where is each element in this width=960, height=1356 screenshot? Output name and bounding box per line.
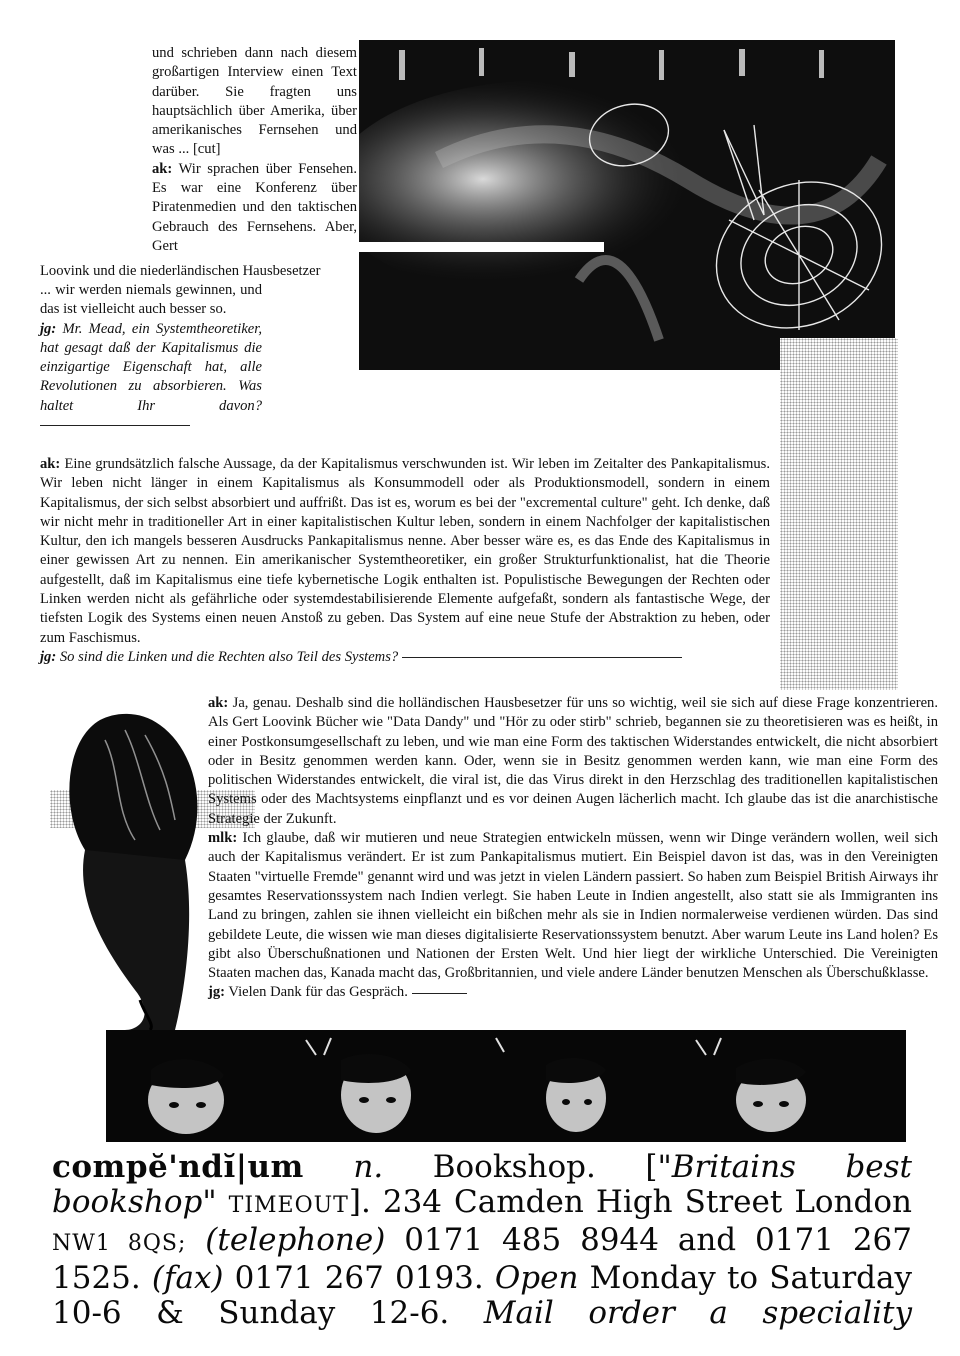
- white-bar: [359, 242, 604, 252]
- fax-number: 0171 267 0193.: [234, 1260, 484, 1296]
- jg-question-2: So sind die Linken und die Rechten also Teil des Systems?: [59, 648, 399, 665]
- postcode: NW1 8QS;: [52, 1231, 187, 1256]
- speaker-ak: ak:: [208, 695, 229, 711]
- text-block-lower: [208, 694, 938, 1003]
- ak-answer-2: Eine grundsätzlich falsche Aussage, da der Kapitalismus verschwunden ist. Wir leben im Zeitalter des Pankapitalismus. Wir leben nicht länger in einem Kapitalismus als Konsummodell oder als Produktionsmodell, sondern in einem Kapitalismus, der sich selbst absorbiert und auffrißt. Das ist es, worum es bei der "excremental culture" geht. Ich denke, daß wir nicht mehr in traditioneller Art in einer kapitalistischen Kultur leben, sondern in einem Nachfolger der kapitalistischen Kultur, den ich mangels besseren Ausdrucks Pankapitalismus nenne. Aber besser wäre es, es das Ende des Kapitalismus in einer gewissen Art zu nennen. Ein amerikanischer Systemtheoretiker, ein großer Strukturfunktionalist, hat die Theorie aufgestellt, daß im Kapitalismus eine tiefe kybernetische Logik enthalten ist. Populistische Bewegungen der Rechten oder Linken werden nicht als gefährliche oder systemdestabilisierende Elemente aufgefaßt, sondern als fantastische Wege, der tiefsten Logik des Systems einen neuen Anstoß zu geben. Das System auf eine neue Stufe der Abstraktion zu heben, oder zum Faschismus.: [40, 456, 770, 646]
- portrait-illustration: [45, 700, 215, 1030]
- text-block-main: [40, 455, 770, 667]
- faces-photo-strip: [106, 1030, 906, 1142]
- shop-noun: Bookshop. [": [432, 1149, 672, 1185]
- question-rule: [402, 657, 682, 658]
- text-line-wide: [40, 262, 358, 281]
- bookshop-advertisement: [52, 1150, 912, 1331]
- closing-rule: [412, 993, 467, 994]
- fax-label: (fax): [151, 1260, 224, 1296]
- speaker-mlk: mlk:: [208, 830, 238, 847]
- ak-answer-1-wide: Loovink und die niederländischen Hausbesetzer: [40, 263, 321, 279]
- speaker-ak: ak:: [152, 160, 173, 177]
- shop-name: compĕ'ndĭ|um: [52, 1149, 304, 1185]
- speaker-ak: ak:: [40, 456, 61, 472]
- mail-order: Mail order a speciality: [483, 1295, 913, 1331]
- ak-answer-1-tail: ... wir werden niemals gewinnen, und das ist vielleicht auch besser so.: [40, 282, 262, 318]
- satellite-dish-photo: [359, 40, 895, 370]
- text-block-ak-tail: [40, 281, 262, 435]
- part-of-speech: n.: [353, 1149, 384, 1185]
- ak-answer-3: Ja, genau. Deshalb sind die holländischen Hausbesetzer für uns so wichtig, weil sie sich auf diese Frage konzentrieren. Als Gert Loovink Bücher wie "Data Dandy" und "Hör zu oder stirb" schrieb, begannen sie zu theoretisieren was es heißt, in einer Postkonsumgesellschaft zu leben, und wie man eine Form des taktischen Widerstandes entwickelt, die nicht absorbiert oder in Besitz genommen werden kann. Oder, wenn sie in Besitz genommen werden kann, wie man eine Form des politischen Widerstandes entwickelt, die viral ist, die das Virus direkt in den Herzschlag des traditionellen kapitalistischen Systems oder des Machtsystems einpflanzt und es vor deinen Augen lächerlich macht. Ich glaube das ist die anarchistische Strategie der Zukunft.: [208, 695, 938, 827]
- halftone-panel-right: [780, 338, 898, 690]
- press-quote: Britains best bookshop: [52, 1149, 913, 1220]
- press-quote-close: ": [202, 1184, 217, 1220]
- quote-source: TIMEOUT: [228, 1193, 349, 1218]
- speaker-jg: jg:: [208, 984, 226, 1001]
- question-rule: [40, 425, 190, 426]
- telephone-numbers: 0171 485 8944 and 0171 267 1525.: [52, 1222, 912, 1296]
- speaker-jg: jg:: [40, 648, 57, 665]
- portrait-photo: [45, 700, 215, 1030]
- jg-closing: Vielen Dank für das Gespräch.: [228, 984, 408, 1001]
- open-label: Open: [494, 1260, 579, 1296]
- satellite-dish-illustration: [359, 40, 895, 370]
- faces-illustration: [106, 1030, 906, 1142]
- speaker-jg: jg:: [40, 320, 57, 337]
- telephone-label: (telephone): [205, 1222, 386, 1258]
- mlk-answer: Ich glaube, daß wir mutieren und neue Strategien entwickeln müssen, wenn wir Dinge verändern wollen, weil sich auch der Kapitalismus verändert. Er ist zum Pankapitalismus mutiert. Ein Beispiel davon ist das, was in den Vereinigten Staaten "virtuelle Fremde" genannt wird und was jetzt in vielen Ländern passiert. So haben zum Beispiel British Airways ihr gesamtes Reservationssystem nach Indien verlegt. Sie haben Leute in Indien angestellt, also statt sie als Immigranten ins Land zu bringen, zahlen sie ihnen vielleicht ein bißchen mehr als sie in Indien normalerweise verdienen würden. Das sind gebildete Leute, die wissen wie man dieses digitalisierte Reservationssystem benutzt. Aber warum Leute ins Land holen? Es gibt also Überschußnationen und Nationen der Ersten Welt. Und hier liegt der wirkliche Unterschied. Die Vereinigten Staaten machen das, Kanada macht das, Großbritannien, und viele andere Länder benutzen Menschen als Überschußklasse.: [208, 830, 938, 982]
- opening-hours: Monday to Saturday 10-6 & Sunday 12-6.: [52, 1260, 913, 1331]
- intro-text: und schrieben dann nach diesem großartigen Interview einen Text darüber. Sie fragten uns hauptsächlich über Amerika, über amerikanisches Fernsehen und was ... [cut]: [152, 45, 357, 158]
- jg-question-1: Mr. Mead, ein Systemtheoretiker, hat gesagt daß der Kapitalismus die einzigartige Eigenschaft hat, alle Revolutionen zu absorbieren. Was haltet Ihr davon?: [40, 320, 262, 414]
- text-block-intro: [152, 44, 357, 256]
- shop-address: ]. 234 Camden High Street London: [348, 1184, 913, 1220]
- ak-answer-1: Wir sprachen über Fensehen. Es war eine Konferenz über Piratenmedien und den taktischen Gebrauch des Fernsehens. Aber, Gert: [152, 160, 358, 254]
